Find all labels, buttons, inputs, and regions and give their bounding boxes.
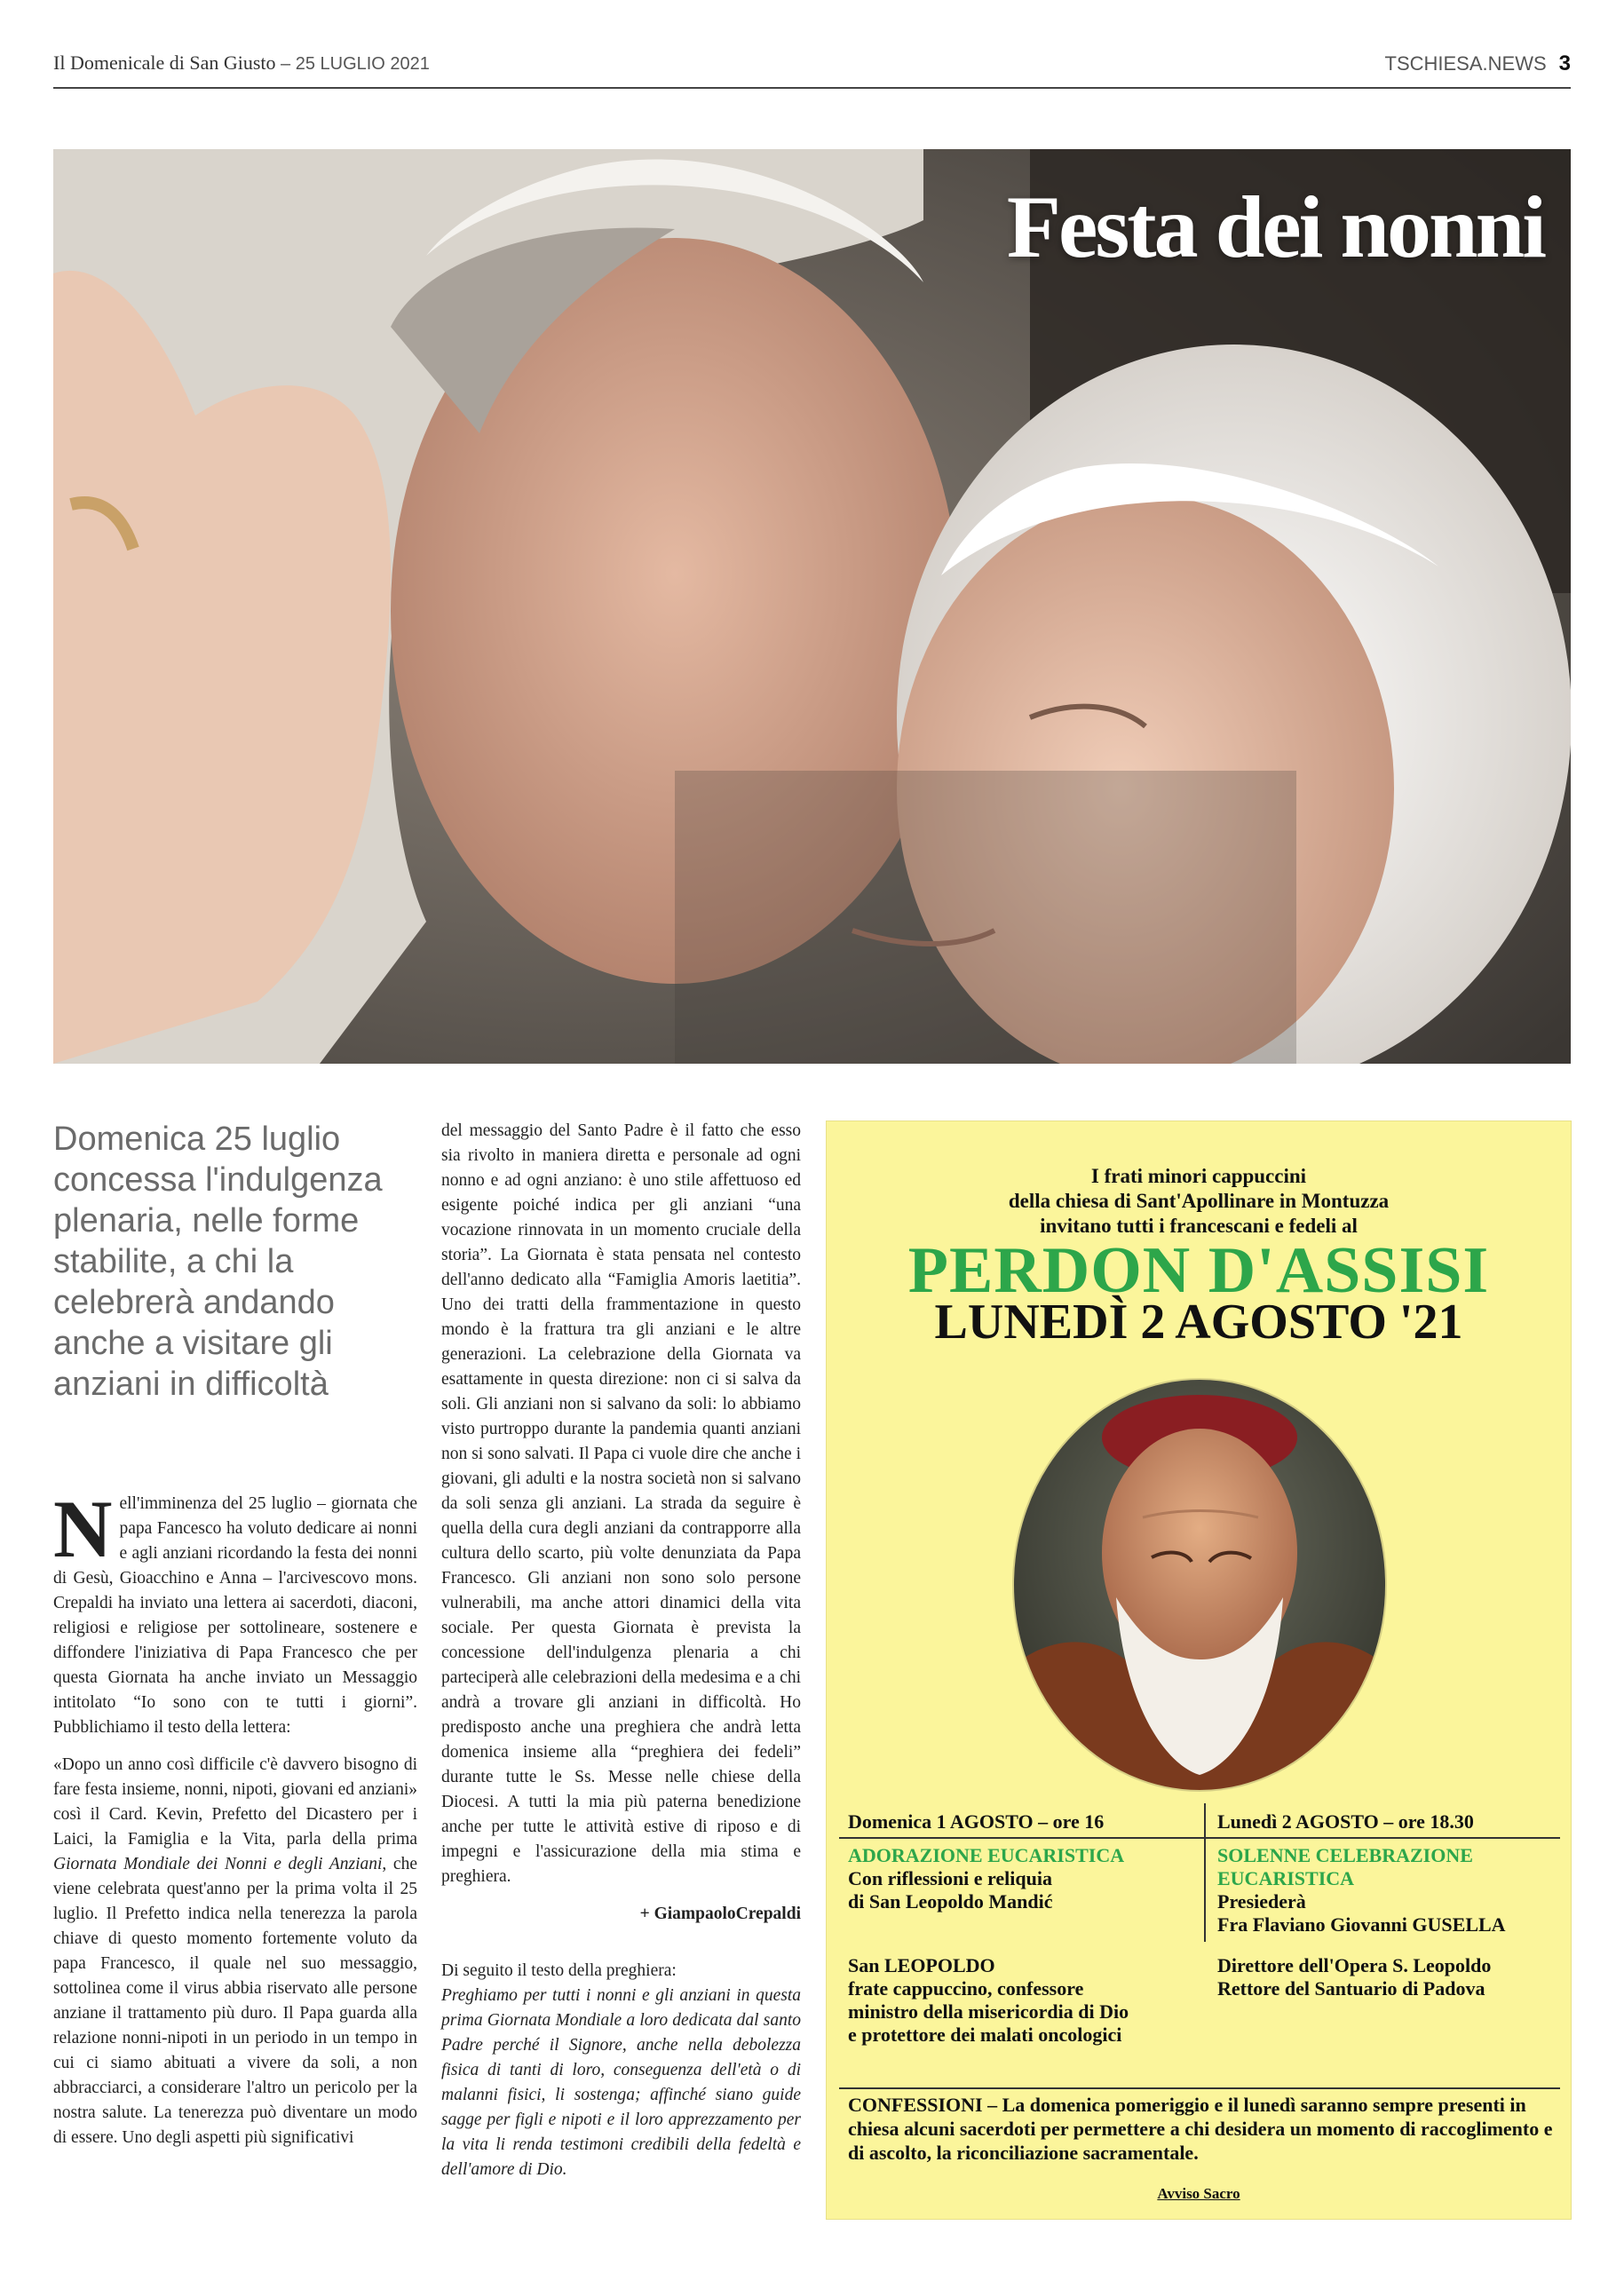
photo-illustration bbox=[53, 149, 1571, 1064]
paragraph-2-text-a: «Dopo un anno così difficile c'è davvero bisogno di fare festa insieme, nonni, nipoti, giovani ed anziani» così il Card. Kevin, Prefetto del Dicastero per i Laici, la Famiglia e la Vita, parla della prima bbox=[53, 1755, 417, 1849]
event-schedule bbox=[839, 1803, 1560, 2142]
page-header bbox=[53, 46, 1571, 89]
lead-text: Domenica 25 luglio concessa l'indulgenza plenaria, nelle forme stabilite, a chi la celebrerà andando anche a visitare gli anziani in difficoltà bbox=[53, 1121, 383, 1403]
saint-description-line-3: ministro della misericordia di Dio bbox=[848, 2000, 1129, 2023]
event-1-title: ADORAZIONE EUCARISTICA bbox=[848, 1844, 1125, 1866]
saint-description-line-4: e protettore dei malati oncologici bbox=[848, 2024, 1122, 2046]
event-1-details bbox=[848, 1844, 1194, 1913]
event-2-time: Lunedì 2 AGOSTO – ore 18.30 bbox=[1217, 1810, 1474, 1833]
ad-title: PERDON D'ASSISI bbox=[907, 1234, 1490, 1307]
event-1-time: Domenica 1 AGOSTO – ore 16 bbox=[848, 1810, 1105, 1833]
event-2-details bbox=[1217, 1844, 1555, 1936]
drop-cap: N bbox=[53, 1484, 113, 1574]
presider-role-2: Rettore del Santuario di Padova bbox=[1217, 1977, 1485, 2000]
saint-description-line-2: frate cappuccino, confessore bbox=[848, 1977, 1084, 2000]
prayer-text: Preghiamo per tutti i nonni e gli anziani in questa prima Giornata Mondiale a loro dedicata dal santo Padre perché il Signore, anche nella debolezza fisica di tanti di loro, conseguenza dell'età o di malanni fisici, li sostenga; affinché siano guide sagge per figli e nipoti e il loro apprezzamento per la vita li renda testimoni credibili della fedeltà e dell'amore di Dio. bbox=[441, 1986, 801, 2179]
article-paragraph-2 bbox=[53, 1753, 417, 2150]
ad-intro-line-3: invitano tutti i francescani e fedeli al bbox=[1040, 1215, 1358, 1237]
publication-date: – 25 LUGLIO 2021 bbox=[281, 54, 430, 74]
event-2-presider: Fra Flaviano Giovanni GUSELLA bbox=[1217, 1913, 1506, 1936]
ad-footer: Avviso Sacro bbox=[1157, 2185, 1240, 2202]
page-number: 3 bbox=[1558, 51, 1571, 75]
site-link[interactable]: TSCHIESA.NEWS bbox=[1384, 52, 1547, 75]
prayer-intro: Di seguito il testo della preghiera: bbox=[441, 1961, 677, 1980]
ad-intro-line-1: I frati minori cappuccini bbox=[1090, 1165, 1307, 1187]
ad-subtitle: LUNEDÌ 2 AGOSTO '21 bbox=[934, 1295, 1463, 1350]
ad-intro bbox=[827, 1164, 1571, 1239]
saint-description bbox=[848, 1954, 1203, 2047]
ad-intro-line-2: della chiesa di Sant'Apollinare in Montuzza bbox=[1008, 1190, 1390, 1212]
paragraph-1-text: ell'imminenza del 25 luglio – giornata che papa Fancesco ha voluto dedicare ai nonni e agli anziani ricordando la festa dei nonni di Gesù, Gioacchino e Anna – l'arcivescovo mons. Crepaldi ha inviato una lettera ai sacerdoti, diaconi, religiosi e religiose per sottolineare, sostenere e diffondere l'iniziativa di Papa Francesco che per questa Giornata ha anche inviato un Messaggio intitolato “Io sono con te tutti i giorni”. Pubblichiamo il testo della lettera: bbox=[53, 1494, 417, 1737]
hero-photo bbox=[53, 149, 1571, 1064]
article-column-1 bbox=[53, 1484, 417, 2163]
publication-name: Il Domenicale di San Giusto bbox=[53, 51, 276, 74]
site-info bbox=[1385, 51, 1572, 76]
saint-description-line-1: San LEOPOLDO bbox=[848, 1954, 995, 1976]
article-paragraph-3: del messaggio del Santo Padre è il fatto che esso sia rivolto in maniera diretta e personale ad ogni nonno e ad ogni anziano: è uno stile affettuoso ed esigente poiché indica per gli anziani “una vocazione rinnovata in un momento cruciale della storia”. La Giornata è stata pensata nel contesto dell'anno dedicato alla “Famiglia Amoris laetitia”. Uno dei tratti della frammentazione in questo mondo è la frattura tra gli anziani e le altre generazioni. La celebrazione della Giornata va esattamente in questa direzione: non ci si salva da soli. Gli anziani non si salvano da soli: lo abbiamo visto purtroppo durante la pandemia quanti anziani non si sono salvati. Il Papa ci vuole dire che anche i giovani, gli adulti e la nostra società non si salvano da soli senza gli anziani. La strada da seguire è quella della cura degli anziani da contrapporre alla cultura dello scarto, più volte denunziata da Papa Francesco. Gli anziani non sono solo persone vulnerabili, ma anche attori dinamici della vita sociale. Per questa Giornata è prevista la concessione dell'indulgenza plenaria a chi parteciperà alle celebrazioni della medesima e a chi andrà a trovare gli anziani in difficoltà. Ho predisposto anche una preghiera che andrà letta domenica insieme alla “preghiera dei fedeli” durante tutte le Ss. Messe nelle chiese della Diocesi. A tutti la mia più paterna benedizione anche per tutte le attività estive di riposo e di impegni e l'assicurazione della mia stima e preghiera. bbox=[441, 1121, 801, 1886]
event-advertisement bbox=[826, 1121, 1572, 2220]
article-paragraph-1 bbox=[53, 1484, 417, 1740]
confessions-notice: CONFESSIONI – La domenica pomeriggio e il lunedì saranno sempre presenti in chiesa alcuni sacerdoti per permettere a chi desidera un momento di raccoglimento e di ascolto, la riconciliazione sacramentale. bbox=[848, 2094, 1553, 2164]
event-2-title: SOLENNE CELEBRAZIONE EUCARISTICA bbox=[1217, 1844, 1473, 1889]
presider-roles bbox=[1217, 1954, 1555, 2000]
paragraph-2-text-b: , che viene celebrata quest'anno per la prima volta il 25 luglio. Il Prefetto indica nella tenerezza la parola chiave di questo momento fortemente voluto da papa Francesco, il quale nel suo messaggio, sottolinea come il virus abbia riservato alle persone anziane il trattamento più duro. Il Papa guarda alla relazione nonni-nipoti in un periodo in un tempo in cui ci siamo abituati a vivere da soli, a non abbracciarci, a considerare l'altro un pericolo per la nostra salute. La tenerezza può diventare un modo di essere. Uno degli aspetti più significativi bbox=[53, 1855, 417, 2147]
article-column-2 bbox=[441, 1119, 801, 2195]
paragraph-2-italic: Giornata Mondiale dei Nonni e degli Anziani bbox=[53, 1855, 383, 1873]
presider-role-1: Direttore dell'Opera S. Leopoldo bbox=[1217, 1954, 1492, 1976]
publication-info bbox=[53, 51, 430, 75]
article-signature: + GiampaoloCrepaldi bbox=[639, 1905, 801, 1923]
schedule-divider-bottom bbox=[839, 2087, 1560, 2089]
event-1-description: Con riflessioni e reliquia di San Leopoldo Mandić bbox=[848, 1867, 1053, 1913]
schedule-divider-vertical bbox=[1204, 1803, 1206, 1942]
schedule-divider-top bbox=[839, 1837, 1560, 1839]
event-2-presider-label: Presiederà bbox=[1217, 1890, 1306, 1913]
photo-title: Festa dei nonni bbox=[1006, 178, 1544, 276]
saint-portrait bbox=[1010, 1375, 1390, 1794]
